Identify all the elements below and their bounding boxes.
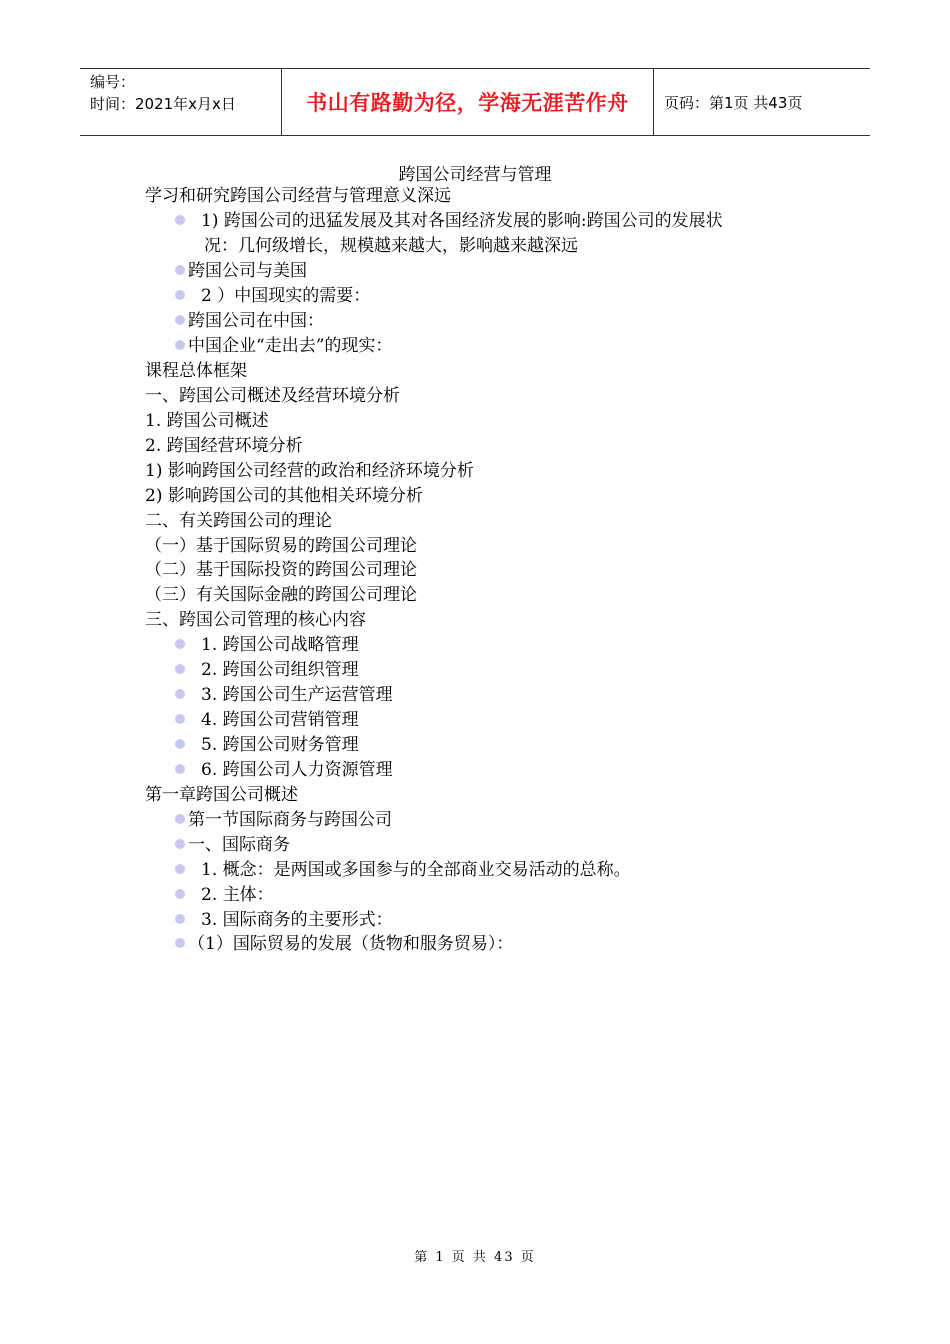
outline-item: 1. 跨国公司概述 [145, 411, 269, 431]
document-date: 时间：2021年x月x日 [90, 95, 236, 113]
bullet-icon [175, 340, 185, 350]
list-item: 跨国公司与美国 [175, 259, 307, 283]
bullet-icon [175, 664, 185, 674]
outline-item: 2. 跨国经营环境分析 [145, 436, 303, 456]
chapter-heading: 第一章跨国公司概述 [145, 785, 298, 805]
section-heading: 课程总体框架 [145, 361, 247, 381]
bullet-icon [175, 315, 185, 325]
page-footer: 第 1 页 共 43 页 [414, 1250, 536, 1265]
outline-item: 一、跨国公司概述及经营环境分析 [145, 386, 400, 406]
list-item: 2 ）中国现实的需要： [175, 284, 370, 308]
header-page-info-cell [654, 69, 870, 135]
outline-item: 二、有关跨国公司的理论 [145, 511, 332, 531]
bullet-icon [175, 814, 185, 824]
bullet-icon [175, 215, 185, 225]
list-item: 2. 跨国公司组织管理 [175, 658, 359, 682]
document-number-label: 编号： [90, 73, 136, 91]
document-title: 跨国公司经营与管理 [398, 165, 552, 185]
header-page-info: 页码：第1页 共43页 [664, 93, 803, 112]
list-item: 第一节国际商务与跨国公司 [175, 808, 392, 832]
page-header [80, 68, 870, 136]
bullet-icon [175, 714, 185, 724]
outline-item: 2) 影响跨国公司的其他相关环境分析 [145, 486, 423, 506]
bullet-icon [175, 290, 185, 300]
bullet-icon [175, 864, 185, 874]
list-item: 4. 跨国公司营销管理 [175, 708, 359, 732]
list-item: 6. 跨国公司人力资源管理 [175, 758, 393, 782]
outline-item: （二）基于国际投资的跨国公司理论 [145, 560, 417, 580]
bullet-icon [175, 265, 185, 275]
header-meta [80, 69, 282, 135]
bullet-icon [175, 689, 185, 699]
header-motto: 书山有路勤为径，学海无涯苦作舟 [306, 91, 629, 115]
list-item: 3. 跨国公司生产运营管理 [175, 683, 393, 707]
bullet-icon [175, 889, 185, 899]
list-item: 1. 跨国公司战略管理 [175, 633, 359, 657]
bullet-icon [175, 739, 185, 749]
list-item: 5. 跨国公司财务管理 [175, 733, 359, 757]
list-item: 1. 概念：是两国或多国参与的全部商业交易活动的总称。 [175, 858, 631, 882]
bullet-icon [175, 764, 185, 774]
outline-item: （一）基于国际贸易的跨国公司理论 [145, 536, 417, 556]
list-item: 一、国际商务 [175, 833, 290, 857]
list-item: 2. 主体： [175, 883, 274, 907]
list-item: （1）国际贸易的发展（货物和服务贸易）： [175, 932, 513, 956]
bullet-icon [175, 839, 185, 849]
list-item-continuation: 况：几何级增长，规模越来越大，影响越来越深远 [204, 236, 578, 256]
list-item: 中国企业“走出去”的现实： [175, 334, 392, 358]
list-item: 1) 跨国公司的迅猛发展及其对各国经济发展的影响:跨国公司的发展状 [175, 209, 723, 233]
list-item: 3. 国际商务的主要形式： [175, 908, 393, 932]
bullet-icon [175, 914, 185, 924]
header-motto-cell [282, 69, 654, 135]
outline-item: 1) 影响跨国公司经营的政治和经济环境分析 [145, 461, 474, 481]
bullet-icon [175, 938, 185, 948]
list-item: 跨国公司在中国： [175, 309, 324, 333]
outline-item: （三）有关国际金融的跨国公司理论 [145, 585, 417, 605]
outline-item: 三、跨国公司管理的核心内容 [145, 610, 366, 630]
bullet-icon [175, 639, 185, 649]
section-heading: 学习和研究跨国公司经营与管理意义深远 [145, 186, 451, 206]
